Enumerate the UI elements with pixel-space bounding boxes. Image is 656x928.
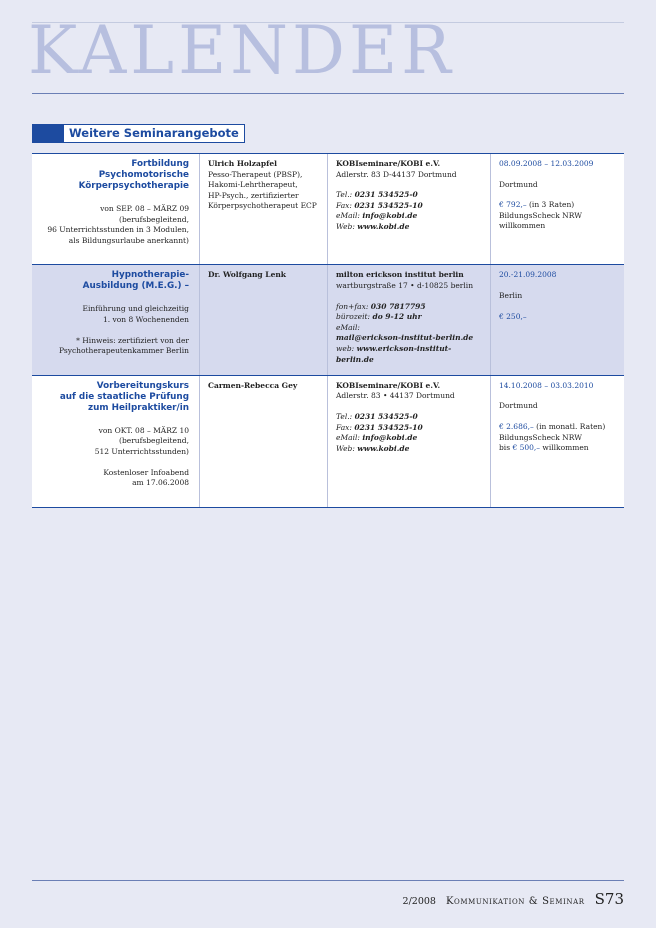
contact-label: Web: [336, 221, 358, 231]
contact-value: www.kobi.de [357, 443, 410, 453]
course-date: 08.09.2008 – 12.03.2009 [499, 159, 594, 168]
instructor-name: Carmen-Rebecca Gey [208, 380, 298, 390]
contact-value: do 9-12 uhr [372, 312, 422, 322]
course-detail-line: von SEP. 08 – MÄRZ 09 [100, 204, 189, 213]
price-line [499, 200, 617, 211]
course-note-line: Kostenloser Infoabend [103, 467, 189, 477]
instructor-info-line: Körperpsychotherapeut ECP [208, 201, 317, 211]
contact-line [336, 333, 483, 344]
course-title-line: Psychomotorische [98, 170, 189, 180]
organizer-name: KOBIseminare/KOBI e.V. [336, 380, 441, 390]
page-title: KALENDER [28, 12, 455, 89]
contact-label: Tel.: [336, 411, 355, 421]
course-detail-line: (berufsbegleitend, [119, 436, 189, 446]
course-date: 20.-21.09.2008 [499, 270, 557, 280]
schedule-cell [491, 376, 624, 507]
price-extra-line: BildungsScheck NRW [499, 210, 582, 220]
course-details [40, 426, 189, 458]
spacer [336, 292, 483, 302]
contact-line [336, 433, 483, 444]
instructor-name: Ulrich Holzapfel [208, 159, 277, 168]
organizer-name: KOBIseminare/KOBI e.V. [336, 159, 441, 168]
contact-label: Web: [336, 443, 358, 453]
course-note-line: * Hinweis: zertifiziert von der [76, 335, 189, 345]
instructor-info [208, 170, 320, 212]
price-note: (in 3 Raten) [529, 200, 575, 210]
course-city: Dortmund [499, 401, 538, 411]
table-row [32, 154, 624, 265]
spacer [499, 412, 617, 422]
contact-line [336, 344, 483, 365]
spacer [336, 402, 483, 412]
course-title [40, 159, 189, 192]
course-title-line: Ausbildung (M.E.G.) – [82, 281, 189, 292]
contact-label: bürozeit: [336, 312, 373, 322]
organizer-cell [328, 265, 491, 374]
contact-label: fon+fax: [336, 301, 371, 311]
instructor-info-line: Pesso-Therapeut (PBSP), [208, 169, 303, 179]
spacer [499, 190, 617, 200]
course-title-line: Vorbereitungskurs [96, 380, 189, 391]
contact-label: Fax: [336, 422, 355, 432]
organizer-name: milton erickson institut berlin [336, 270, 464, 280]
course-details [40, 204, 189, 246]
seminar-table [32, 153, 624, 508]
course-title-line: Hypnotherapie- [111, 270, 189, 281]
spacer [499, 391, 617, 401]
footer-rule [32, 880, 624, 881]
contact-label: Fax: [336, 200, 355, 210]
instructor-cell [200, 376, 328, 507]
course-detail-line: 96 Unterrichtsstunden in 3 Modulen, [47, 225, 189, 235]
price-extra-line [499, 443, 617, 454]
course-price: € 250,– [499, 311, 527, 321]
contact-value: 0231 534525-10 [354, 200, 423, 210]
contact-value: 0231 534525-0 [354, 411, 418, 421]
contact-line [336, 412, 483, 423]
organizer-cell [328, 154, 491, 264]
price-extra-line: BildungsScheck NRW [499, 432, 582, 442]
contact-value: 030 7817795 [370, 301, 426, 311]
course-note-line: am 17.06.2008 [132, 478, 189, 488]
instructor-cell [200, 154, 328, 264]
contact-line [336, 201, 483, 212]
course-detail-line: 512 Unterrichtsstunden) [94, 446, 189, 456]
course-detail-line: (berufsbegleitend, [119, 214, 189, 224]
contact-label: eMail: [336, 433, 363, 443]
table-row [32, 265, 624, 375]
course-detail-line: 1. von 8 Wochenenden [102, 314, 189, 324]
contact-value: info@kobi.de [362, 433, 418, 443]
course-note [40, 468, 189, 489]
course-cell [32, 376, 200, 507]
table-row [32, 376, 624, 508]
title-rule [32, 93, 624, 94]
price-extra-price: € 500,– [512, 443, 541, 453]
course-cell [32, 265, 200, 374]
contact-label: eMail: [336, 211, 363, 221]
course-title-line: auf die staatliche Prüfung [59, 391, 189, 402]
instructor-cell [200, 265, 328, 374]
course-city: Dortmund [499, 179, 538, 189]
contact-value: www.erickson-institut-berlin.de [336, 343, 452, 364]
price-extra-line: willkommen [499, 221, 546, 231]
course-title [40, 270, 189, 292]
contact-line [336, 323, 483, 334]
contact-label: eMail: [336, 322, 360, 332]
schedule-cell [491, 265, 624, 374]
page-footer [403, 890, 624, 908]
spacer [499, 281, 617, 291]
course-title-line: zum Heilpraktiker/in [87, 402, 189, 413]
instructor-name: Dr. Wolfgang Lenk [208, 270, 286, 280]
contact-label: Tel.: [336, 190, 355, 200]
course-detail-line: von OKT. 08 – MÄRZ 10 [98, 425, 189, 435]
contact-line [336, 222, 483, 233]
section-heading-bar [32, 124, 64, 143]
price-line [499, 312, 617, 323]
price-note: (in monatl. Raten) [536, 421, 606, 431]
course-note-line: Psychotherapeutenkammer Berlin [59, 346, 189, 356]
contact-value: mail@erickson-institut-berlin.de [336, 333, 474, 343]
contact-line [336, 302, 483, 313]
contact-line [336, 190, 483, 201]
instructor-info-line: HP-Psych., zertifizierter [208, 190, 299, 200]
course-cell [32, 154, 200, 264]
course-price: € 2.686,– [499, 421, 534, 431]
section-heading-title: Weitere Seminarangebote [64, 124, 245, 143]
contact-line [336, 444, 483, 455]
contact-label: web: [336, 343, 357, 353]
schedule-cell [491, 154, 624, 264]
course-note [40, 336, 189, 357]
organizer-address: Adlerstr. 83 D-44137 Dortmund [336, 169, 457, 179]
organizer-address: Adlerstr. 83 • 44137 Dortmund [336, 391, 455, 401]
course-detail-line: als Bildungsurlaube anerkannt) [68, 235, 189, 245]
footer-page-number: S73 [594, 890, 624, 908]
contact-line [336, 211, 483, 222]
course-date: 14.10.2008 – 03.03.2010 [499, 380, 594, 390]
spacer [336, 180, 483, 190]
course-detail-line: Einführung und gleichzeitig [82, 304, 189, 314]
section-heading [32, 124, 245, 143]
contact-line [336, 312, 483, 323]
footer-magazine: Kommunikation & Seminar [445, 896, 585, 907]
organizer-cell [328, 376, 491, 507]
contact-line [336, 423, 483, 434]
price-line [499, 422, 617, 433]
contact-value: info@kobi.de [362, 211, 418, 221]
contact-value: 0231 534525-0 [354, 190, 418, 200]
contact-value: 0231 534525-10 [354, 422, 423, 432]
course-title-line: Fortbildung [131, 159, 189, 169]
contact-value: www.kobi.de [357, 221, 410, 231]
organizer-address: wartburgstraße 17 • d-10825 berlin [336, 280, 474, 290]
spacer [499, 170, 617, 180]
price-extra-post: willkommen [540, 443, 589, 453]
course-title-line: Körperpsychotherapie [78, 181, 189, 191]
course-city: Berlin [499, 290, 523, 300]
footer-issue: 2/2008 [402, 896, 436, 907]
instructor-info-line: Hakomi-Lehrtherapeut, [208, 180, 298, 190]
course-price: € 792,– [499, 200, 527, 210]
spacer [499, 302, 617, 312]
course-details [40, 304, 189, 325]
course-title [40, 381, 189, 414]
price-extra-pre: bis [499, 443, 513, 453]
